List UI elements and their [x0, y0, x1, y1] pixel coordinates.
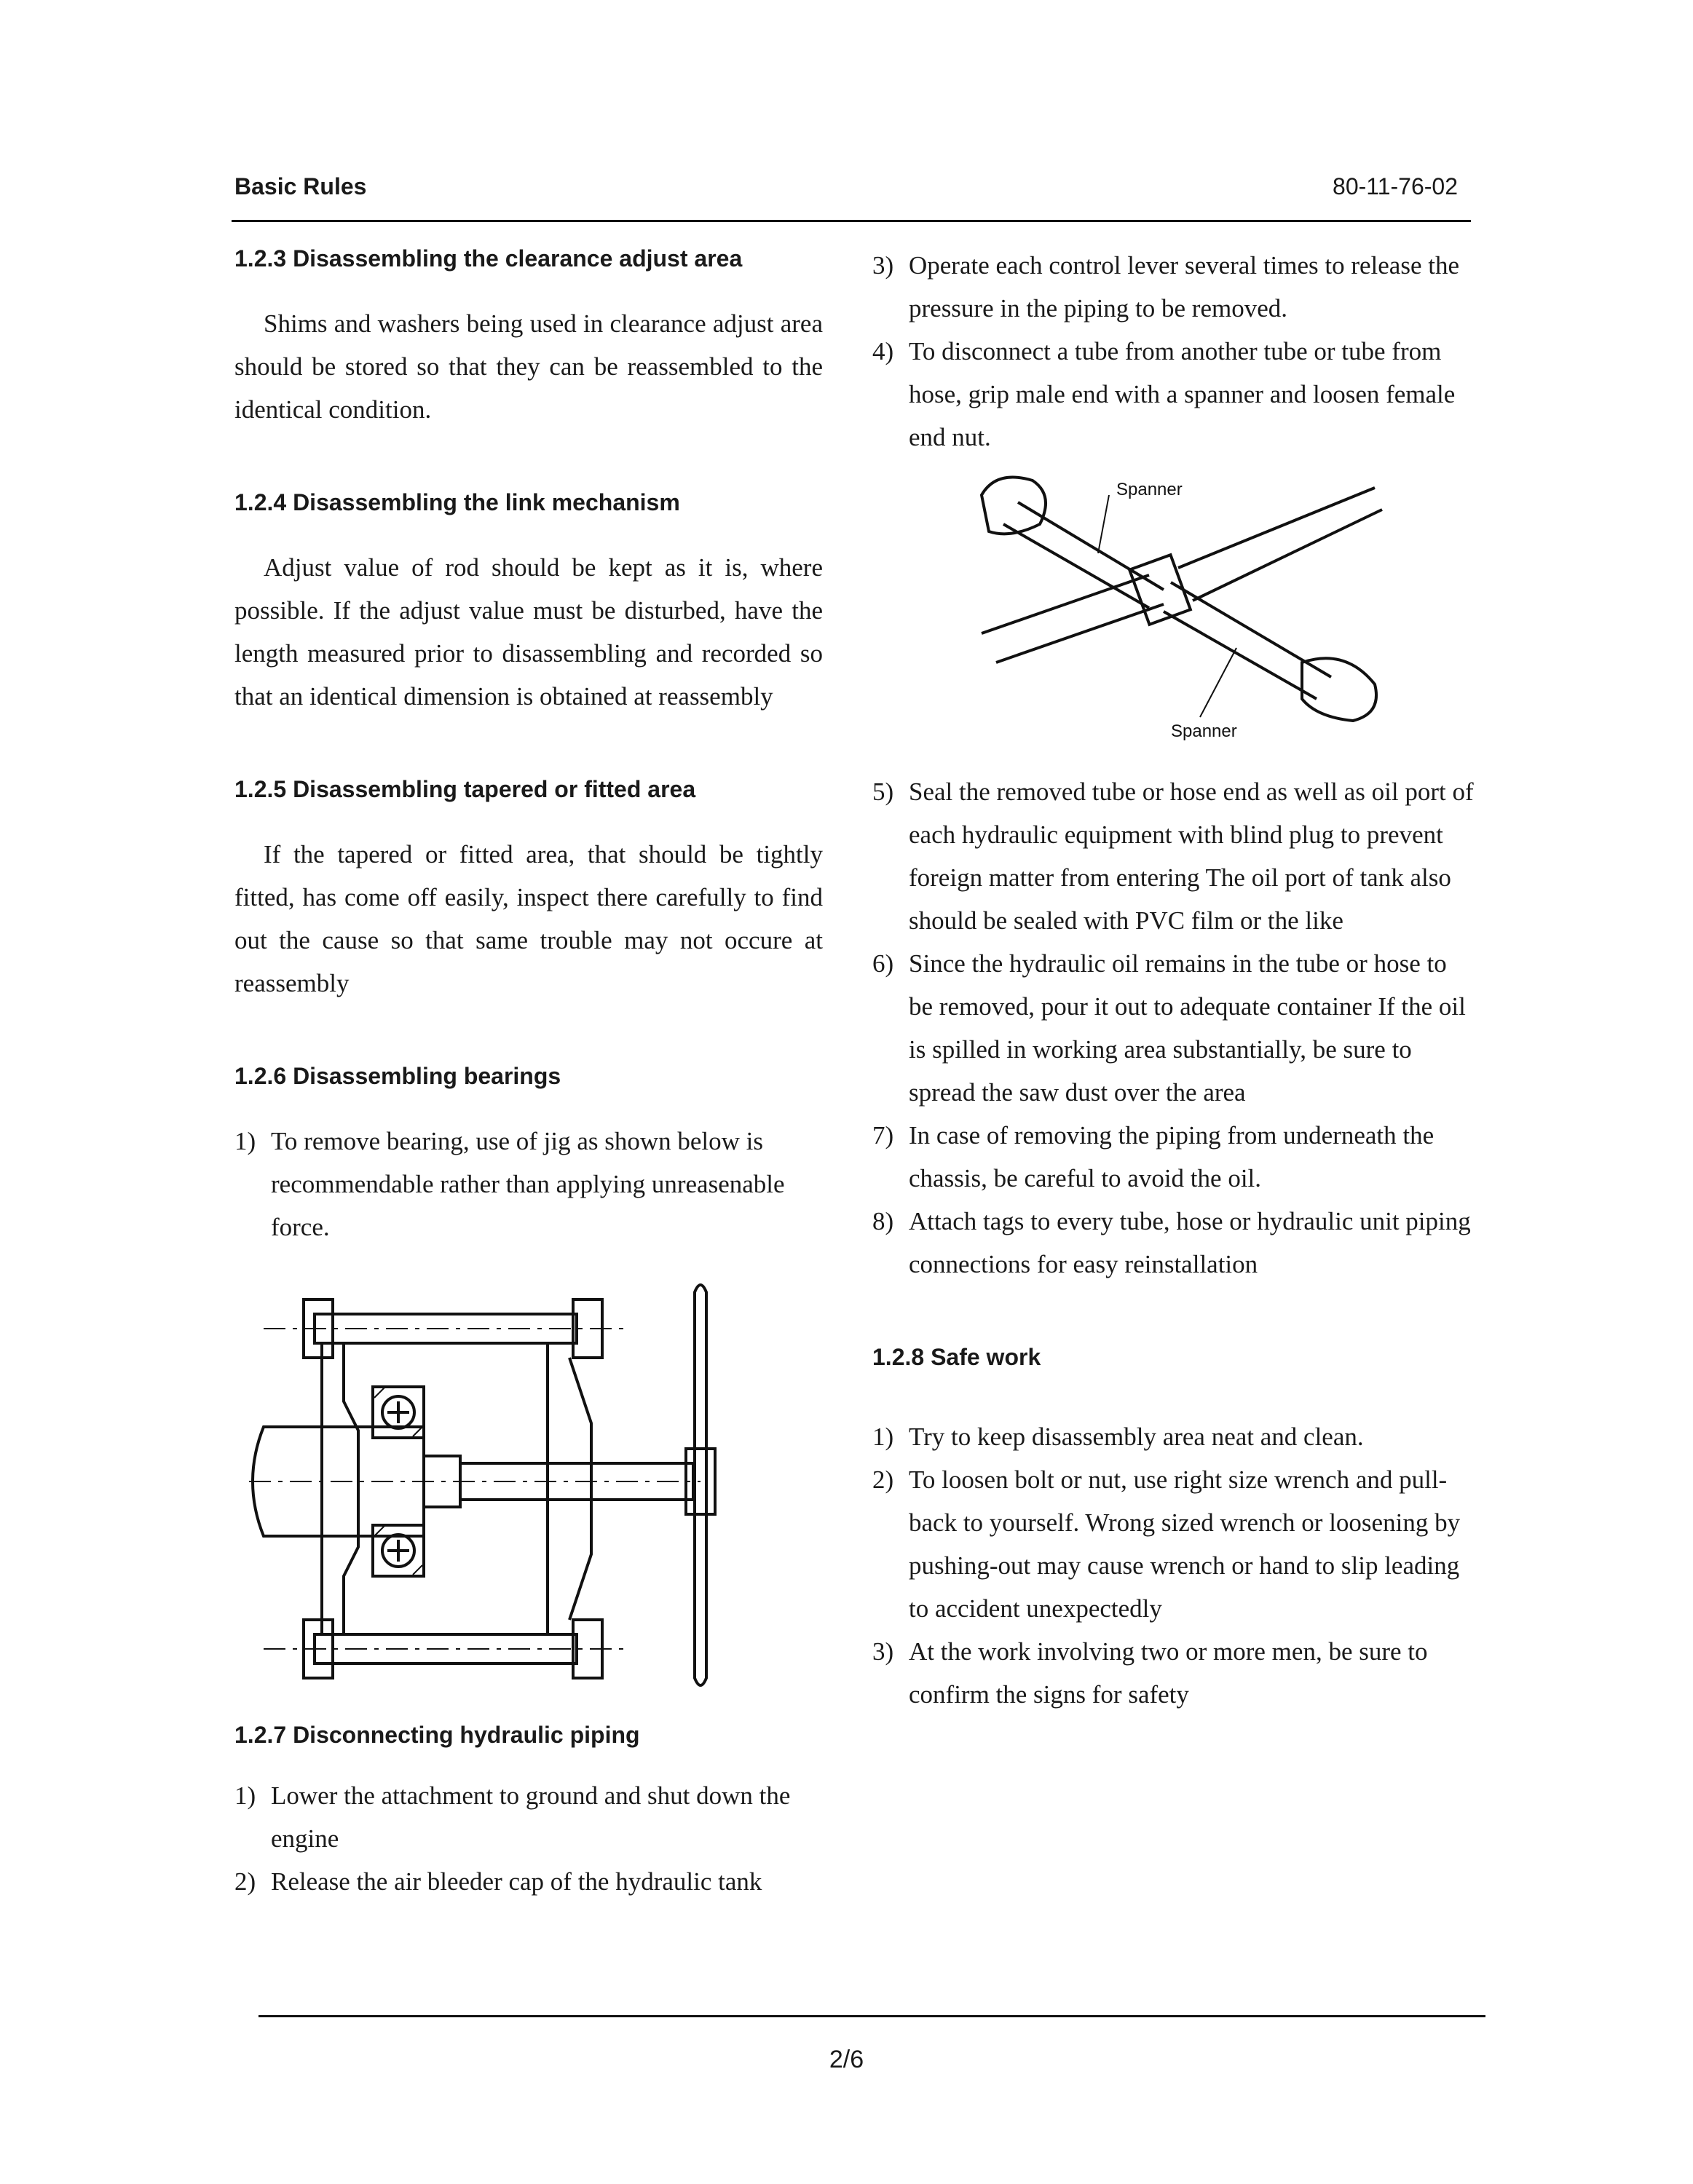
list-item: [234, 1120, 823, 1249]
item-number: 7): [872, 1121, 894, 1150]
list-item: [872, 1630, 1474, 1716]
section-text: Shims and washers being used in clearance adjust area should be stored so that they can be reassembled to the identical condition.: [234, 309, 823, 424]
upper-hand: [982, 478, 1046, 534]
item-text: To disconnect a tube from another tube or tube from hose, grip male end with a spanner and loosen female end nut.: [909, 337, 1456, 451]
section-1-2-7: [234, 1720, 823, 1903]
section-heading: 1.2.5 Disassembling tapered or fitted area: [234, 776, 696, 802]
header-title: Basic Rules: [234, 173, 367, 199]
left-arm: [344, 1343, 358, 1634]
item-text: Operate each control lever several times to release the pressure in the piping to be removed.: [909, 251, 1460, 323]
item-text: Release the air bleeder cap of the hydraulic tank: [271, 1867, 762, 1896]
section-heading: 1.2.3 Disassembling the clearance adjust area: [234, 245, 743, 272]
item-text: At the work involving two or more men, be sure to confirm the signs for safety: [909, 1637, 1428, 1709]
item-text: Seal the removed tube or hose end as well as oil port of each hydraulic equipment with blind plug to prevent foreign matter from entering The oil port of tank also should be sealed with PVC film or the like: [909, 778, 1474, 935]
section-1-2-3: [234, 244, 823, 431]
list-item: [872, 244, 1474, 330]
item-text: Try to keep disassembly area neat and clean.: [909, 1423, 1364, 1451]
spanner-label-bottom: Spanner: [1171, 721, 1237, 741]
item-text: Attach tags to every tube, hose or hydraulic unit piping connections for easy reinstallation: [909, 1207, 1471, 1278]
list-item: [872, 330, 1474, 459]
footer-rule: [259, 2015, 1485, 2017]
t-handle: [695, 1285, 706, 1685]
section-1-2-6: [234, 1061, 823, 1700]
header-rule: [232, 220, 1471, 222]
section-1-2-4: [234, 488, 823, 718]
item-number: 8): [872, 1207, 894, 1235]
right-column: [872, 244, 1474, 1716]
item-text: To loosen bolt or nut, use right size wrench and pull-back to yourself. Wrong sized wrench or loosening by pushing-out may cause wrench or hand to slip leading to accident unexpectedly: [909, 1465, 1461, 1623]
list-item: [872, 1200, 1474, 1286]
list-item: [872, 942, 1474, 1114]
item-number: 6): [872, 949, 894, 978]
spanner-figure: [952, 466, 1404, 743]
list-item: [872, 1458, 1474, 1630]
section-heading: 1.2.8 Safe work: [872, 1344, 1041, 1370]
document-number: 80-11-76-02: [1333, 173, 1458, 199]
spanner-label-top: Spanner: [1116, 480, 1183, 499]
item-number: 1): [234, 1781, 256, 1810]
item-text: In case of removing the piping from underneath the chassis, be careful to avoid the oil.: [909, 1121, 1434, 1192]
section-heading: 1.2.7 Disconnecting hydraulic piping: [234, 1722, 640, 1748]
item-number: 1): [872, 1423, 894, 1451]
section-heading: 1.2.6 Disassembling bearings: [234, 1063, 561, 1089]
section-heading: 1.2.4 Disassembling the link mechanism: [234, 489, 680, 515]
list-item: [872, 770, 1474, 942]
list-item: [872, 1415, 1474, 1458]
item-number: 5): [872, 778, 894, 806]
list-item: [872, 1114, 1474, 1200]
item-number: 2): [234, 1867, 256, 1896]
item-text: Lower the attachment to ground and shut down the engine: [271, 1781, 791, 1853]
tube: [982, 575, 1149, 633]
bearing-puller-figure: [249, 1278, 802, 1700]
item-text: To remove bearing, use of jig as shown below is recommendable rather than applying unreasenable force.: [271, 1127, 785, 1241]
item-text: Since the hydraulic oil remains in the tube or hose to be removed, pour it out to adequate container If the oil is spilled in working area substantially, be sure to spread the saw dust over the area: [909, 949, 1466, 1107]
left-column: [234, 244, 823, 1903]
list-item: [234, 1774, 823, 1860]
section-1-2-8: [872, 1342, 1474, 1716]
item-number: 3): [872, 251, 894, 280]
item-number: 2): [872, 1465, 894, 1494]
page-number: 2/6: [829, 2046, 864, 2073]
item-number: 3): [872, 1637, 894, 1666]
item-number: 1): [234, 1127, 256, 1155]
section-1-2-5: [234, 775, 823, 1005]
item-number: 4): [872, 337, 894, 365]
list-item: [234, 1860, 823, 1903]
section-text: Adjust value of rod should be kept as it is, where possible. If the adjust value must be disturbed, have the length measured prior to disassembling and recorded so that an identical dimension is obtained at reassembly: [234, 553, 823, 711]
section-text: If the tapered or fitted area, that should be tightly fitted, has come off easily, inspect there carefully to find out the cause so that same trouble may not occure at reassembly: [234, 840, 823, 997]
